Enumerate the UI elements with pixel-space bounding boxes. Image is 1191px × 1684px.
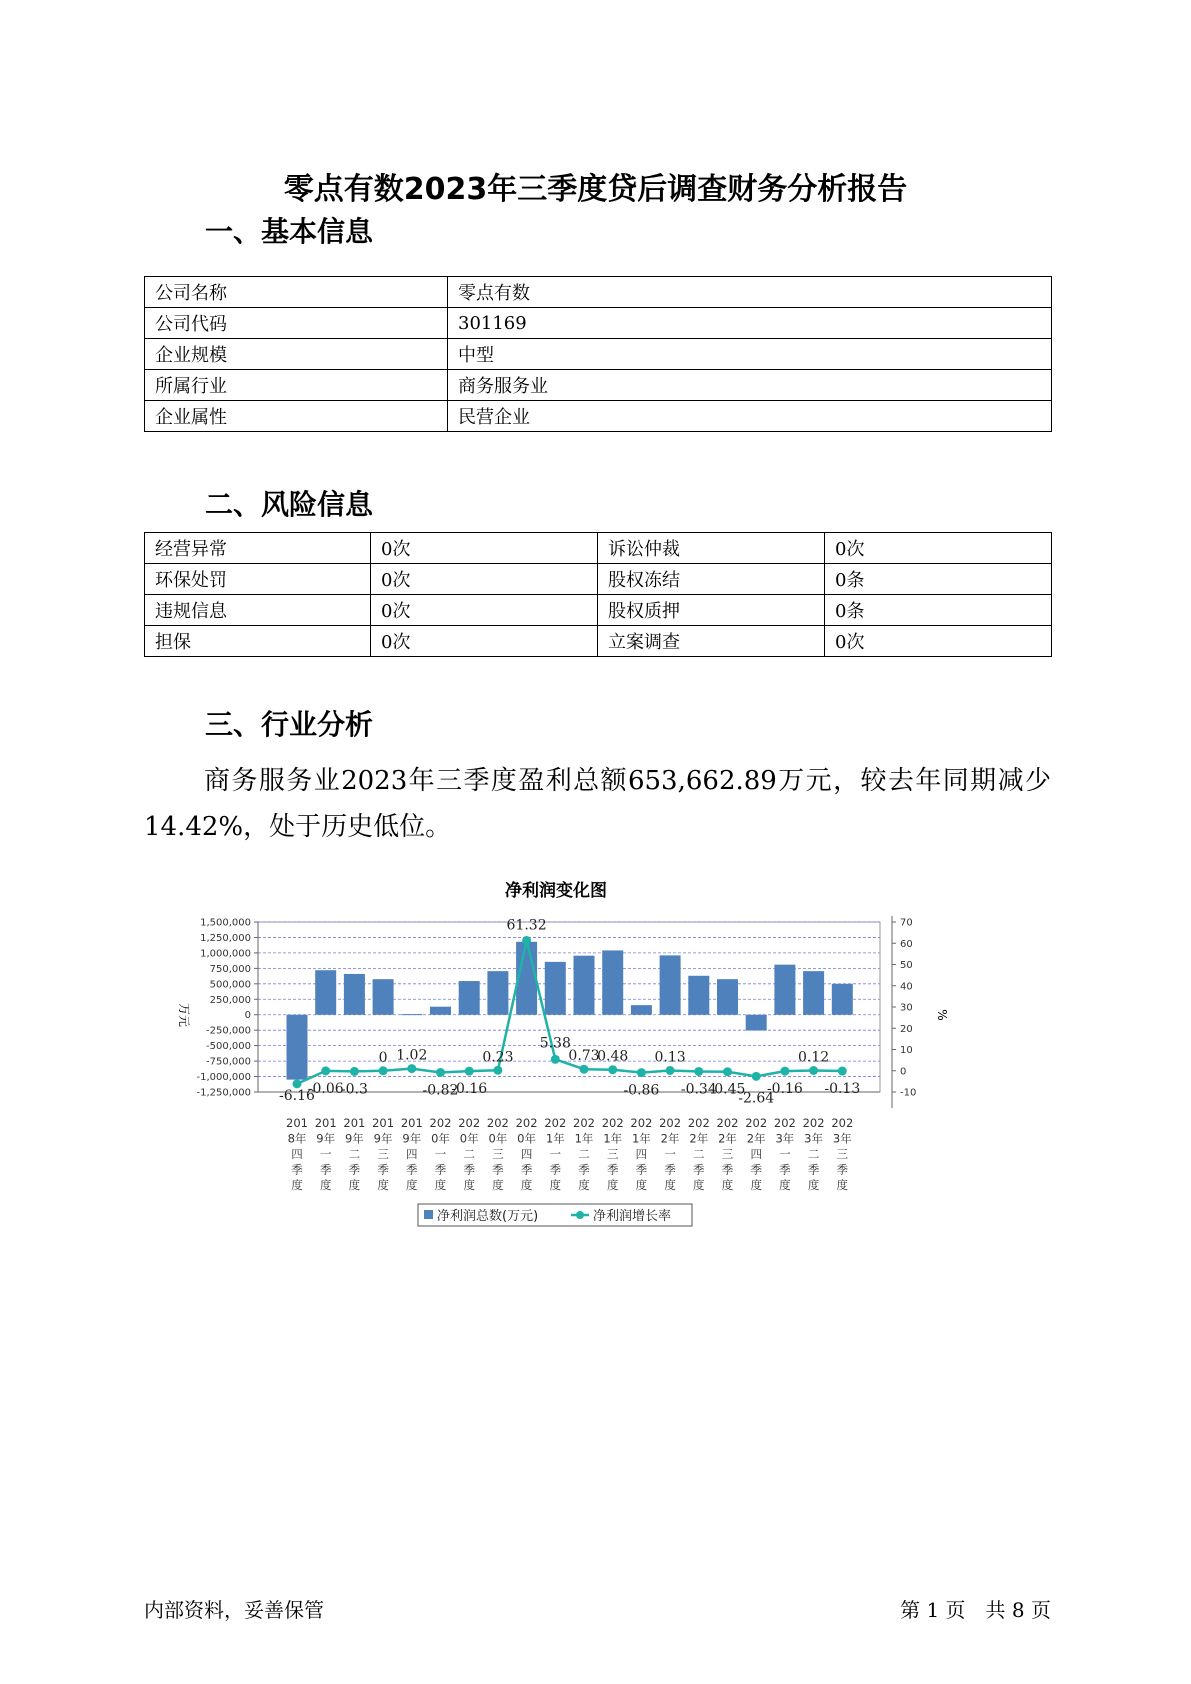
bar	[688, 976, 709, 1015]
bar	[344, 974, 365, 1015]
growth-point	[551, 1055, 560, 1064]
section-heading-risk: 二、风险信息	[205, 488, 374, 521]
right-tick-label: 70	[900, 917, 913, 929]
bar	[315, 970, 336, 1015]
x-category-label: 9年	[402, 1131, 422, 1146]
x-category-label: 202	[573, 1116, 595, 1130]
risk-info-value: 0次	[825, 626, 1052, 657]
x-category-label: 度	[492, 1178, 504, 1192]
x-category-label: 202	[515, 1116, 538, 1130]
right-tick-label: 10	[900, 1045, 913, 1056]
growth-point	[465, 1067, 474, 1076]
risk-info-value: 0次	[371, 533, 598, 564]
right-tick-label: 40	[900, 981, 913, 993]
bar	[487, 971, 508, 1015]
x-category-label: 度	[291, 1178, 303, 1192]
growth-point	[350, 1067, 359, 1076]
risk-info-value: 0次	[825, 533, 1052, 564]
legend-line-marker	[576, 1211, 584, 1219]
x-category-label: 三	[492, 1147, 504, 1161]
left-tick-label: 1,000,000	[200, 948, 251, 960]
x-category-label: 二	[807, 1147, 820, 1161]
x-category-label: 一	[779, 1147, 791, 1161]
x-category-label: 季	[750, 1162, 762, 1177]
growth-data-label: -0.45	[709, 1081, 746, 1098]
x-category-label: 0年	[488, 1131, 508, 1146]
basic-info-label: 公司名称	[145, 277, 448, 308]
growth-data-label: -0.16	[451, 1081, 488, 1098]
basic-info-label: 公司代码	[145, 308, 448, 339]
x-category-label: 2年	[718, 1131, 737, 1146]
left-tick-label: 750,000	[209, 963, 251, 975]
x-category-label: 201	[343, 1116, 366, 1130]
x-category-label: 3年	[832, 1131, 852, 1146]
growth-data-label: -0.34	[680, 1081, 717, 1098]
bar	[774, 965, 795, 1015]
footer-page-number: 第 1 页 共 8 页	[900, 1598, 1051, 1622]
x-category-label: 四	[635, 1147, 648, 1161]
legend-bar-swatch	[424, 1210, 433, 1219]
x-category-label: 度	[807, 1178, 820, 1192]
left-tick-label: 500,000	[209, 979, 251, 991]
growth-point	[694, 1067, 703, 1076]
x-category-label: 9年	[344, 1131, 364, 1146]
basic-info-row	[145, 277, 1052, 308]
x-category-label: 季	[578, 1162, 590, 1177]
left-tick-label: 0	[244, 1010, 251, 1022]
x-category-label: 202	[802, 1116, 825, 1130]
risk-info-row	[145, 595, 1052, 626]
x-category-label: 度	[779, 1178, 791, 1192]
x-category-label: 季	[377, 1162, 389, 1177]
risk-info-label: 经营异常	[145, 533, 371, 564]
left-tick-label: 1,500,000	[200, 917, 251, 929]
basic-info-label: 企业属性	[145, 401, 448, 432]
x-category-label: 度	[606, 1178, 619, 1192]
legend-bar-label: 净利润总数(万元)	[437, 1209, 539, 1224]
growth-point	[493, 1066, 502, 1075]
growth-data-label: -0.86	[623, 1082, 660, 1099]
x-category-label: 度	[319, 1178, 332, 1192]
risk-info-row	[145, 564, 1052, 595]
basic-info-value: 商务服务业	[448, 370, 1052, 401]
document-title: 零点有数2023年三季度贷后调查财务分析报告	[283, 172, 908, 208]
growth-data-label: 0.13	[654, 1049, 686, 1066]
x-category-label: 度	[434, 1178, 447, 1192]
bar	[401, 1014, 422, 1015]
growth-data-label: 5.38	[539, 1035, 571, 1052]
x-category-label: 季	[291, 1162, 303, 1177]
x-category-label: 度	[406, 1178, 418, 1192]
x-category-label: 3年	[804, 1131, 824, 1146]
left-tick-label: 1,250,000	[200, 932, 251, 944]
x-category-label: 202	[486, 1116, 509, 1130]
growth-point	[522, 936, 531, 945]
right-axis-title: %	[935, 1009, 949, 1021]
basic-info-row	[145, 370, 1052, 401]
x-category-label: 202	[716, 1116, 739, 1130]
right-tick-label: 20	[900, 1023, 913, 1035]
basic-info-row	[145, 339, 1052, 370]
x-category-label: 三	[606, 1147, 619, 1161]
growth-data-label: 61.32	[506, 917, 547, 934]
growth-data-label: 0.12	[798, 1049, 830, 1066]
x-category-label: 四	[406, 1147, 418, 1161]
risk-info-label: 立案调查	[598, 626, 825, 657]
x-category-label: 季	[807, 1162, 820, 1177]
growth-data-label: -6.16	[279, 1087, 315, 1104]
growth-data-label: 1.02	[396, 1047, 428, 1064]
risk-info-value: 0条	[825, 595, 1052, 626]
left-tick-label: -1,000,000	[196, 1072, 251, 1084]
basic-info-value: 零点有数	[448, 277, 1052, 308]
x-category-label: 0年	[431, 1131, 450, 1146]
growth-data-label: 0.73	[568, 1048, 600, 1065]
x-category-label: 二	[693, 1147, 705, 1161]
bar	[803, 971, 824, 1015]
growth-point	[723, 1067, 732, 1076]
growth-data-label: -0.13	[824, 1081, 861, 1098]
risk-info-label: 诉讼仲裁	[598, 533, 825, 564]
risk-info-label: 股权质押	[598, 595, 825, 626]
left-tick-label: -500,000	[206, 1041, 251, 1053]
growth-point	[608, 1065, 617, 1074]
x-category-label: 2年	[689, 1131, 709, 1146]
net-profit-chart	[177, 870, 1020, 1340]
x-category-label: 2年	[660, 1131, 680, 1146]
basic-info-label: 企业规模	[145, 339, 448, 370]
basic-info-row	[145, 401, 1052, 432]
x-category-label: 三	[721, 1147, 734, 1161]
left-axis-title: 万元	[177, 1002, 191, 1028]
risk-info-table	[144, 532, 1052, 657]
x-category-label: 季	[635, 1162, 648, 1177]
x-category-label: 季	[520, 1162, 533, 1177]
risk-info-label: 环保处罚	[145, 564, 371, 595]
x-category-label: 四	[291, 1147, 303, 1161]
growth-point	[666, 1066, 675, 1075]
growth-point	[752, 1072, 761, 1081]
bar	[746, 1015, 767, 1031]
growth-point	[407, 1064, 416, 1073]
growth-data-label: -0.82	[422, 1082, 459, 1099]
growth-data-label: 0	[378, 1049, 388, 1066]
x-category-label: 季	[492, 1162, 504, 1177]
x-category-label: 季	[348, 1162, 361, 1177]
basic-info-label: 所属行业	[145, 370, 448, 401]
x-category-label: 四	[520, 1147, 533, 1161]
risk-info-row	[145, 533, 1052, 564]
bar	[574, 956, 595, 1015]
risk-info-label: 违规信息	[145, 595, 371, 626]
x-category-label: 度	[578, 1178, 590, 1192]
bar	[832, 984, 853, 1015]
left-tick-label: -250,000	[206, 1025, 251, 1037]
growth-point	[379, 1066, 388, 1075]
x-category-label: 季	[664, 1162, 676, 1177]
x-category-label: 一	[434, 1147, 447, 1161]
x-category-label: 度	[549, 1178, 562, 1192]
growth-data-label: -0.3	[340, 1081, 368, 1098]
x-category-label: 201	[400, 1116, 423, 1130]
x-category-label: 度	[377, 1178, 389, 1192]
risk-info-label: 股权冻结	[598, 564, 825, 595]
growth-point	[436, 1068, 445, 1077]
x-category-label: 202	[544, 1116, 567, 1130]
x-category-label: 9年	[373, 1131, 393, 1146]
x-category-label: 202	[831, 1116, 854, 1130]
x-category-label: 季	[549, 1162, 562, 1177]
x-category-label: 季	[721, 1162, 734, 1177]
industry-summary-paragraph: 商务服务业2023年三季度盈利总额653,662.89万元，较去年同期减少14.42%，处于历史低位。	[144, 766, 1051, 842]
risk-info-value: 0条	[825, 564, 1052, 595]
risk-info-value: 0次	[371, 626, 598, 657]
bar	[545, 962, 566, 1015]
growth-point	[580, 1065, 589, 1074]
left-tick-label: -750,000	[206, 1056, 251, 1068]
x-category-label: 202	[659, 1116, 682, 1130]
x-category-label: 季	[606, 1162, 619, 1177]
bar	[287, 1015, 308, 1080]
x-category-label: 季	[836, 1162, 849, 1177]
x-category-label: 季	[463, 1162, 475, 1177]
x-category-label: 9年	[316, 1131, 336, 1146]
growth-point	[838, 1067, 847, 1076]
x-category-label: 度	[721, 1178, 734, 1192]
growth-data-label: -0.16	[766, 1081, 803, 1098]
x-category-label: 季	[779, 1162, 791, 1177]
right-tick-label: 60	[900, 938, 913, 950]
risk-info-label: 担保	[145, 626, 371, 657]
x-category-label: 度	[463, 1178, 475, 1192]
basic-info-value: 中型	[448, 339, 1052, 370]
x-category-label: 度	[635, 1178, 648, 1192]
x-category-label: 二	[348, 1147, 361, 1161]
x-category-label: 202	[773, 1116, 796, 1130]
x-category-label: 三	[377, 1147, 389, 1161]
basic-info-table	[144, 276, 1052, 432]
x-category-label: 一	[664, 1147, 676, 1161]
x-category-label: 1年	[631, 1131, 651, 1146]
x-category-label: 一	[319, 1147, 332, 1161]
right-tick-label: 0	[900, 1066, 907, 1078]
x-category-label: 201	[372, 1116, 395, 1130]
x-category-label: 季	[434, 1162, 447, 1177]
x-category-label: 季	[406, 1162, 418, 1177]
footer-confidential-note: 内部资料，妥善保管	[144, 1598, 324, 1622]
left-tick-label: -1,250,000	[196, 1087, 251, 1099]
section-heading-industry: 三、行业分析	[205, 708, 374, 741]
x-category-label: 201	[286, 1116, 308, 1130]
x-category-label: 1年	[574, 1131, 594, 1146]
x-category-label: 一	[549, 1147, 562, 1161]
x-category-label: 0年	[459, 1131, 479, 1146]
x-category-label: 1年	[545, 1131, 565, 1146]
x-category-label: 3年	[775, 1131, 795, 1146]
bar	[602, 950, 623, 1014]
growth-data-label: -2.64	[738, 1090, 775, 1107]
growth-data-label: 0.23	[482, 1049, 514, 1066]
growth-point	[637, 1068, 646, 1077]
bar	[373, 979, 394, 1015]
x-category-label: 202	[458, 1116, 481, 1130]
x-category-label: 二	[578, 1147, 590, 1161]
x-category-label: 度	[836, 1178, 849, 1192]
x-category-label: 202	[745, 1116, 768, 1130]
risk-info-value: 0次	[371, 564, 598, 595]
bar	[459, 981, 480, 1015]
right-tick-label: 30	[900, 1002, 913, 1014]
x-category-label: 8年	[287, 1131, 307, 1146]
growth-point	[780, 1067, 789, 1076]
growth-data-label: -0.06	[307, 1080, 344, 1097]
x-category-label: 三	[836, 1147, 849, 1161]
net-profit-chart-svg	[177, 870, 1020, 1340]
growth-point	[321, 1066, 330, 1075]
x-category-label: 202	[601, 1116, 624, 1130]
bar	[660, 955, 681, 1014]
risk-info-row	[145, 626, 1052, 657]
section-heading-basic: 一、基本信息	[205, 215, 374, 248]
x-category-label: 度	[520, 1178, 533, 1192]
x-category-label: 度	[750, 1178, 762, 1192]
bar	[717, 979, 738, 1015]
right-tick-label: -10	[900, 1087, 917, 1099]
x-category-label: 季	[319, 1162, 332, 1177]
x-category-label: 度	[693, 1178, 705, 1192]
basic-info-value: 301169	[448, 308, 1052, 339]
x-category-label: 202	[630, 1116, 653, 1130]
legend-line-label: 净利润增长率	[593, 1209, 672, 1224]
x-category-label: 度	[664, 1178, 676, 1192]
x-category-label: 202	[687, 1116, 710, 1130]
basic-info-row	[145, 308, 1052, 339]
x-category-label: 0年	[517, 1131, 537, 1146]
x-category-label: 度	[348, 1178, 361, 1192]
left-tick-label: 250,000	[209, 994, 251, 1006]
x-category-label: 201	[314, 1116, 337, 1130]
chart-title: 净利润变化图	[505, 881, 607, 901]
growth-data-label: 0.48	[597, 1048, 629, 1065]
growth-point	[809, 1066, 818, 1075]
risk-info-value: 0次	[371, 595, 598, 626]
basic-info-value: 民营企业	[448, 401, 1052, 432]
x-category-label: 202	[429, 1116, 452, 1130]
x-category-label: 1年	[603, 1131, 623, 1146]
right-tick-label: 50	[900, 960, 913, 971]
x-category-label: 四	[750, 1147, 762, 1161]
x-category-label: 季	[693, 1162, 705, 1177]
x-category-label: 2年	[746, 1131, 766, 1146]
x-category-label: 二	[463, 1147, 475, 1161]
bar	[631, 1005, 652, 1015]
bar	[430, 1007, 451, 1015]
